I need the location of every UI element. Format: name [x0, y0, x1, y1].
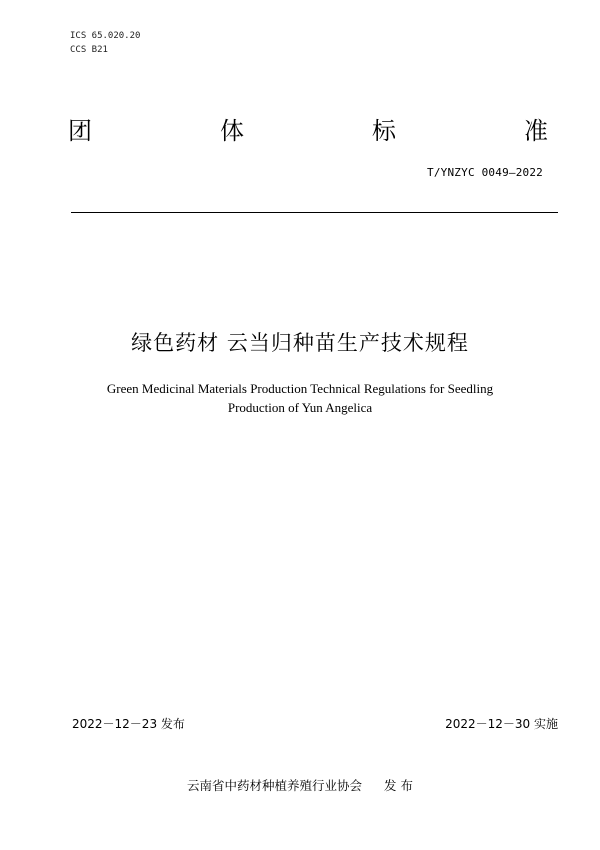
standard-type-char-1: 团 [68, 117, 92, 145]
publish-date: 2022－12－23 发布 [72, 717, 185, 731]
title-english [80, 379, 520, 417]
standard-number: T/YNZYC 0049—2022 [427, 166, 543, 179]
standard-type-char-3: 标 [372, 117, 396, 145]
title-chinese: 绿色药材 云当归种苗生产技术规程 [131, 331, 469, 355]
standard-type-heading [68, 113, 548, 149]
issuer-action: 发 布 [384, 778, 413, 793]
title-english-line-2: Production of Yun Angelica [227, 400, 373, 415]
header-divider [71, 212, 558, 213]
standard-type-char-4: 准 [524, 117, 548, 145]
issuer-organization: 云南省中药材种植养殖行业协会 [187, 778, 363, 793]
ics-code: ICS 65.020.20 [70, 31, 141, 41]
ccs-code: CCS B21 [70, 45, 108, 55]
implement-date: 2022－12－30 实施 [445, 717, 558, 731]
standard-type-char-2: 体 [220, 117, 244, 145]
title-english-line-1: Green Medicinal Materials Production Technical Regulations for Seedling [106, 381, 494, 396]
issuer-line [0, 776, 600, 794]
classification-codes [70, 29, 140, 57]
